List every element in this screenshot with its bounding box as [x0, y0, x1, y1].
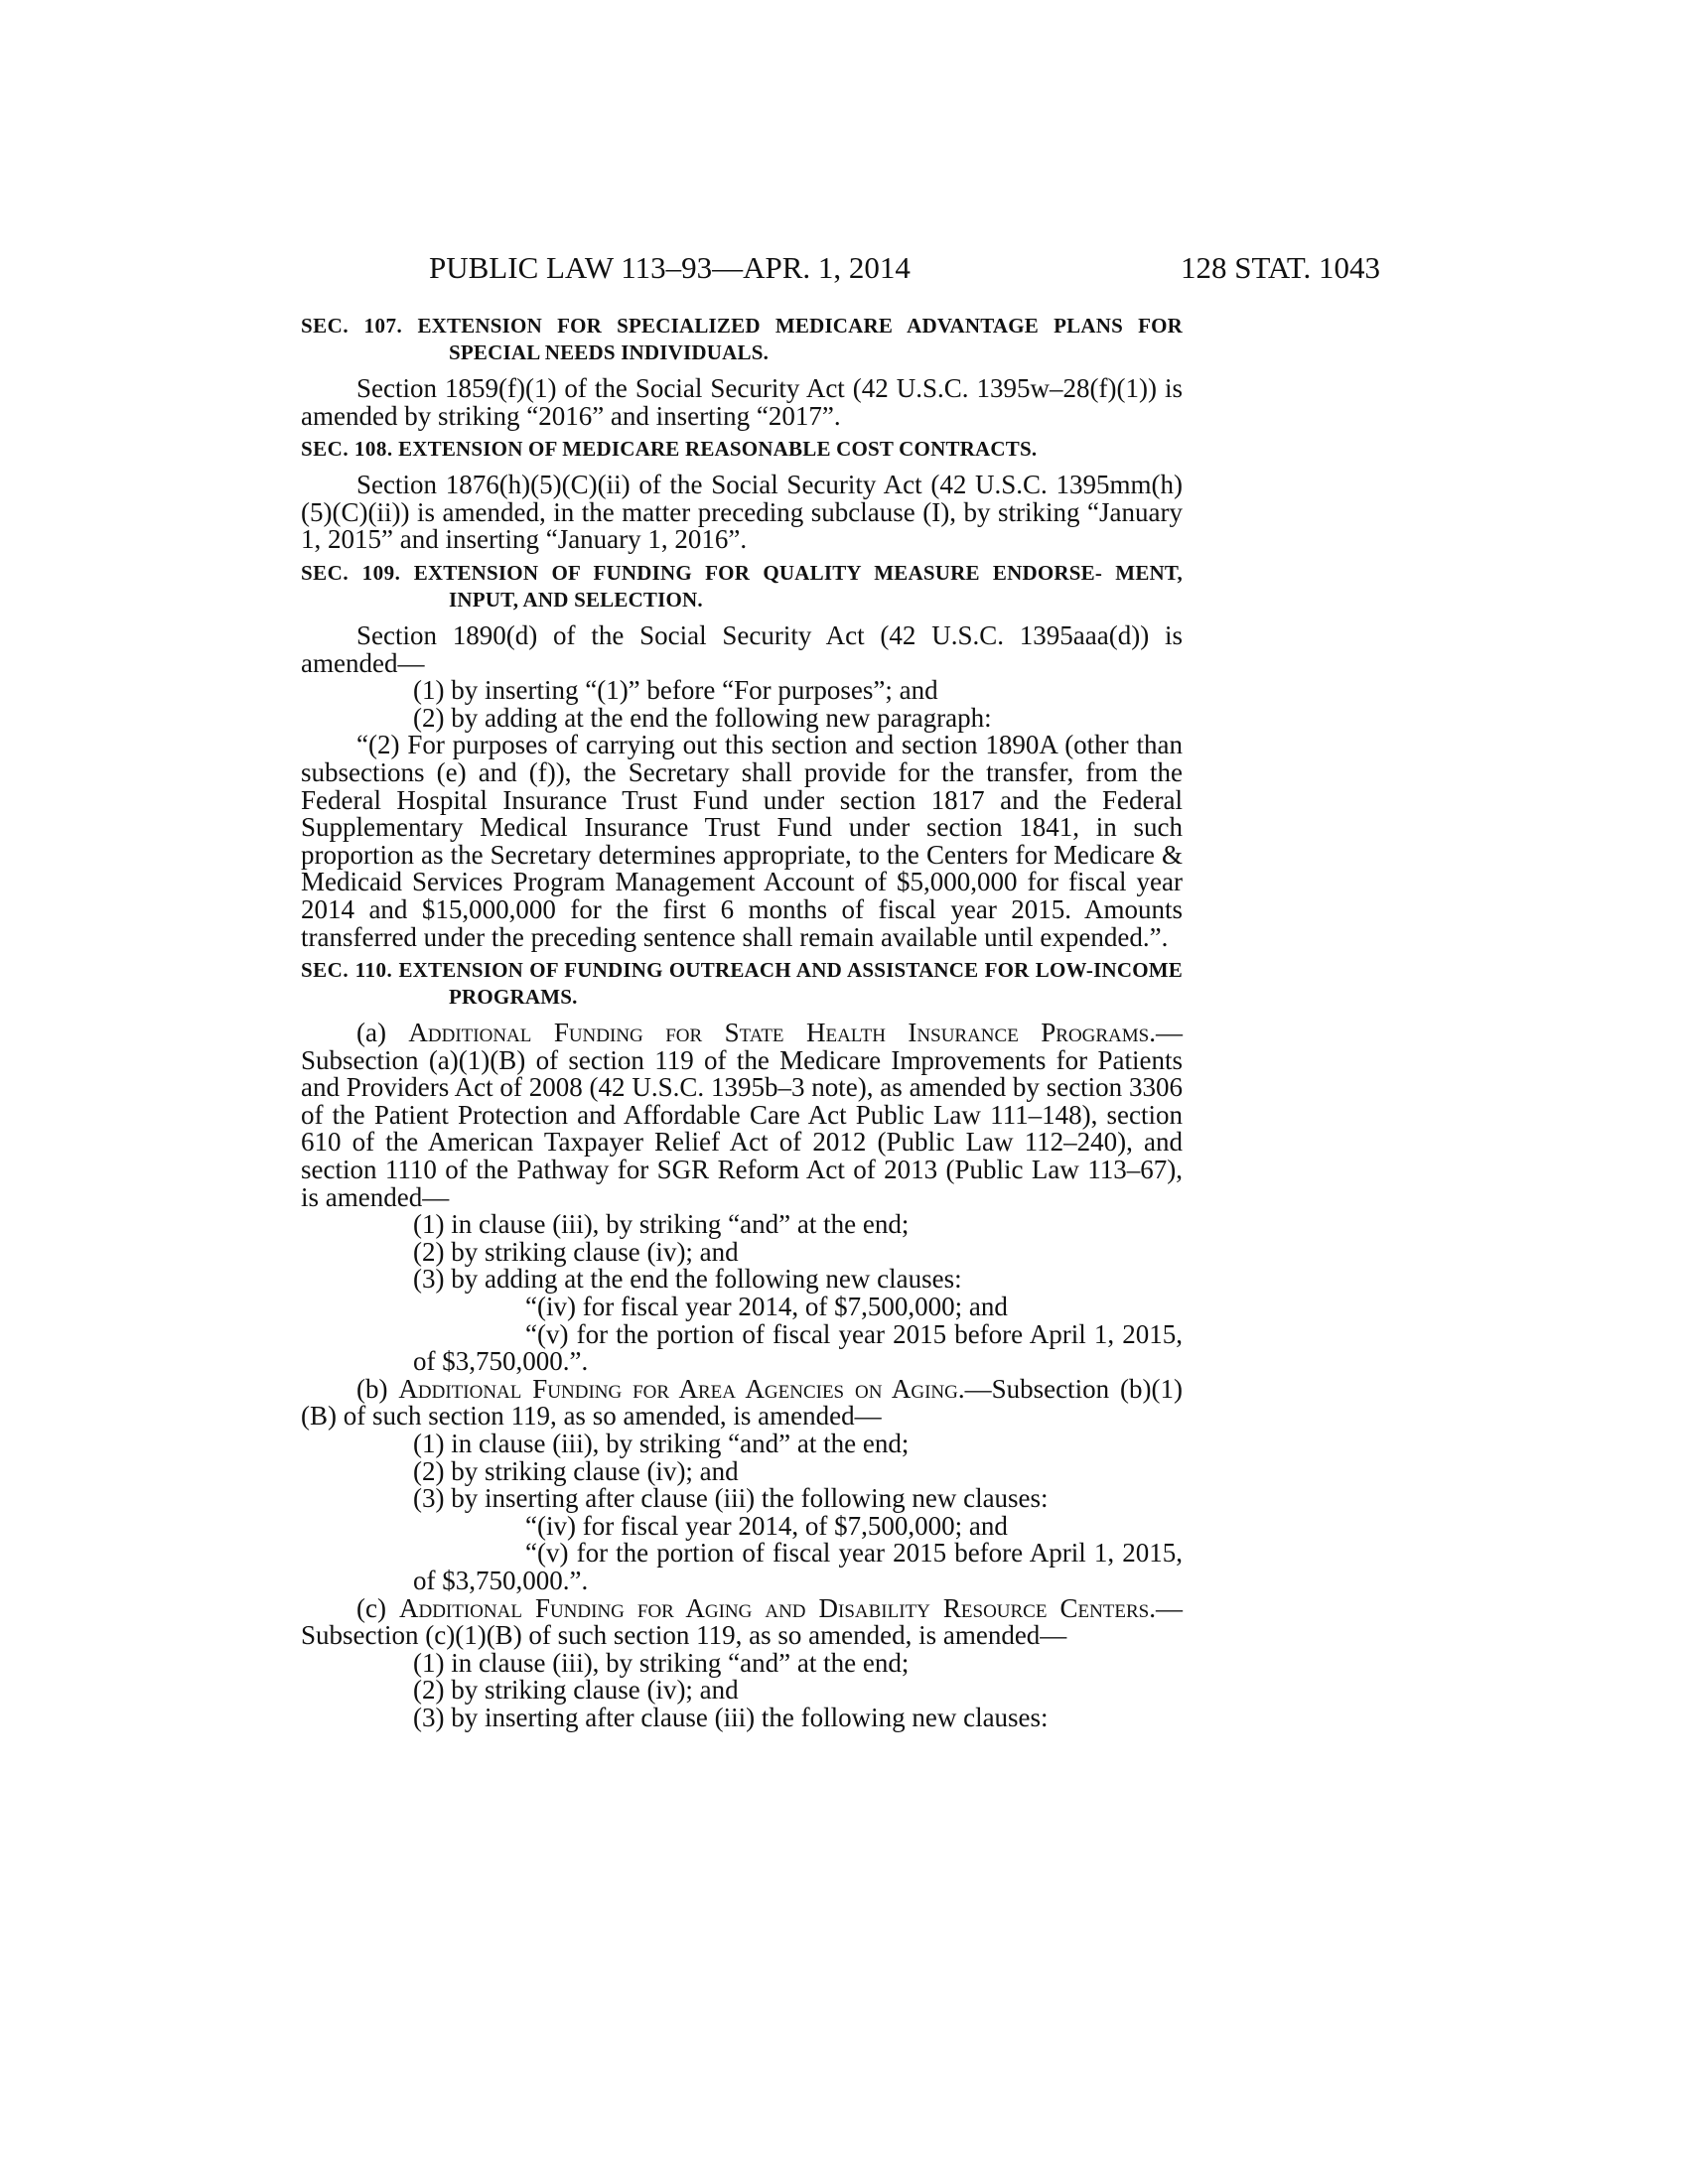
subsection-c-item-3: (3) by inserting after clause (iii) the following new clauses:: [413, 1702, 1049, 1732]
section-110-title: EXTENSION OF FUNDING OUTREACH AND ASSISTANCE FOR LOW-INCOME PROGRAMS.: [398, 958, 1183, 1010]
section-107-title: EXTENSION FOR SPECIALIZED MEDICARE ADVANTAGE PLANS FOR SPECIAL NEEDS INDIVIDUALS.: [417, 314, 1184, 364]
subsection-a: [301, 1020, 1183, 1211]
subsection-b-text: —Subsection (b)(1)(B) of such section 119, as so amended, is amended—: [301, 1373, 1184, 1432]
subsection-b-item-3: (3) by inserting after clause (iii) the following new clauses:: [413, 1483, 1049, 1514]
subsection-a-item-3: (3) by adding at the end the following new clauses:: [413, 1264, 962, 1295]
subsection-b: [301, 1373, 1184, 1432]
section-109-item-2: (2) by adding at the end the following new paragraph:: [413, 702, 992, 733]
subsection-a-item-1: (1) in clause (iii), by striking “and” at the end;: [413, 1209, 910, 1240]
document-body: [301, 313, 1183, 1732]
subsection-a-heading: Additional Funding for State Health Insurance Programs.: [408, 1018, 1156, 1048]
subsection-b-heading: Additional Funding for Area Agencies on Aging.: [398, 1373, 965, 1404]
section-109-label: SEC. 109.: [301, 560, 401, 585]
subsection-b-item-1: (1) in clause (iii), by striking “and” at the end;: [413, 1429, 910, 1458]
section-109-item-1: (1) by inserting “(1)” before “For purposes”; and: [413, 675, 938, 706]
subsection-c-item-2: (2) by striking clause (iv); and: [413, 1675, 739, 1706]
subsection-c: [301, 1592, 1183, 1651]
subsection-a-marker: (a): [356, 1018, 386, 1048]
section-108-heading: [301, 436, 1183, 463]
section-107-text: Section 1859(f)(1) of the Social Security Act (42 U.S.C. 1395w–28(f)(1)) is amended by striking “2016” and inserting “2017”.: [301, 373, 1183, 431]
subsection-b-item-2: (2) by striking clause (iv); and: [413, 1455, 739, 1486]
subsection-c-heading: Additional Funding for Aging and Disability Resource Centers.: [398, 1592, 1156, 1623]
subsection-b-marker: (b): [356, 1373, 388, 1404]
section-110-heading: [301, 957, 1183, 1011]
section-108-label: SEC. 108.: [301, 437, 393, 462]
section-107-heading: [301, 313, 1183, 366]
stat-page-number: 128 STAT. 1043: [1180, 250, 1380, 285]
section-108-title: EXTENSION OF MEDICARE REASONABLE COST CONTRACTS.: [398, 437, 1038, 462]
section-107-label: SEC. 107.: [301, 314, 403, 338]
subsection-b-clause-iv: “(iv) for fiscal year 2014, of $7,500,000; and: [525, 1510, 1008, 1541]
subsection-a-clause-iv: “(iv) for fiscal year 2014, of $7,500,000; and: [525, 1292, 1008, 1322]
subsection-a-item-2: (2) by striking clause (iv); and: [413, 1236, 739, 1267]
section-109-intro: Section 1890(d) of the Social Security Act (42 U.S.C. 1395aaa(d)) is amended—: [301, 619, 1183, 678]
subsection-a-text: —Subsection (a)(1)(B) of section 119 of the Medicare Improvements for Patients and Providers Act of 2008 (42 U.S.C. 1395b–3 note), as amended by section 3306 of the Patient Protection and Affordable Care Act Public Law 111–148), section 610 of the American Taxpayer Relief Act of 2012 (Public Law 112–240), and section 1110 of the Pathway for SGR Reform Act of 2013 (Public Law 113–67), is amended—: [301, 1018, 1183, 1212]
running-header: [0, 248, 1688, 288]
section-110-label: SEC. 110.: [301, 958, 393, 983]
section-109-title: EXTENSION OF FUNDING FOR QUALITY MEASURE ENDORSE- MENT, INPUT, AND SELECTION.: [413, 560, 1183, 612]
section-109-heading: [301, 560, 1183, 614]
subsection-a-clause-v: “(v) for the portion of fiscal year 2015 before April 1, 2015, of $3,750,000.”.: [413, 1318, 1183, 1377]
subsection-c-item-1: (1) in clause (iii), by striking “and” at the end;: [413, 1647, 910, 1678]
subsection-c-text: —Subsection (c)(1)(B) of such section 119, as so amended, is amended—: [301, 1592, 1183, 1651]
subsection-b-clause-v: “(v) for the portion of fiscal year 2015 before April 1, 2015, of $3,750,000.”.: [413, 1538, 1183, 1595]
section-108-text: Section 1876(h)(5)(C)(ii) of the Social Security Act (42 U.S.C. 1395mm(h)(5)(C)(ii)) is amended, in the matter preceding subclause (I), by striking “January 1, 2015” and inserting “January 1, 2016”.: [301, 470, 1183, 555]
subsection-c-marker: (c): [356, 1592, 386, 1623]
law-title: PUBLIC LAW 113–93—APR. 1, 2014: [429, 250, 911, 285]
section-109-quoted-paragraph: “(2) For purposes of carrying out this section and section 1890A (other than subsections (e) and (f)), the Secretary shall provide for the transfer, from the Federal Hospital Insurance Trust Fund under section 1817 and the Federal Supplementary Medical Insurance Trust Fund under section 1841, in such proportion as the Secretary determines appropriate, to the Centers for Medicare & Medicaid Services Program Management Account of $5,000,000 for fiscal year 2014 and $15,000,000 for the first 6 months of fiscal year 2015. Amounts transferred under the preceding sentence shall remain available until expended.”.: [301, 730, 1183, 952]
